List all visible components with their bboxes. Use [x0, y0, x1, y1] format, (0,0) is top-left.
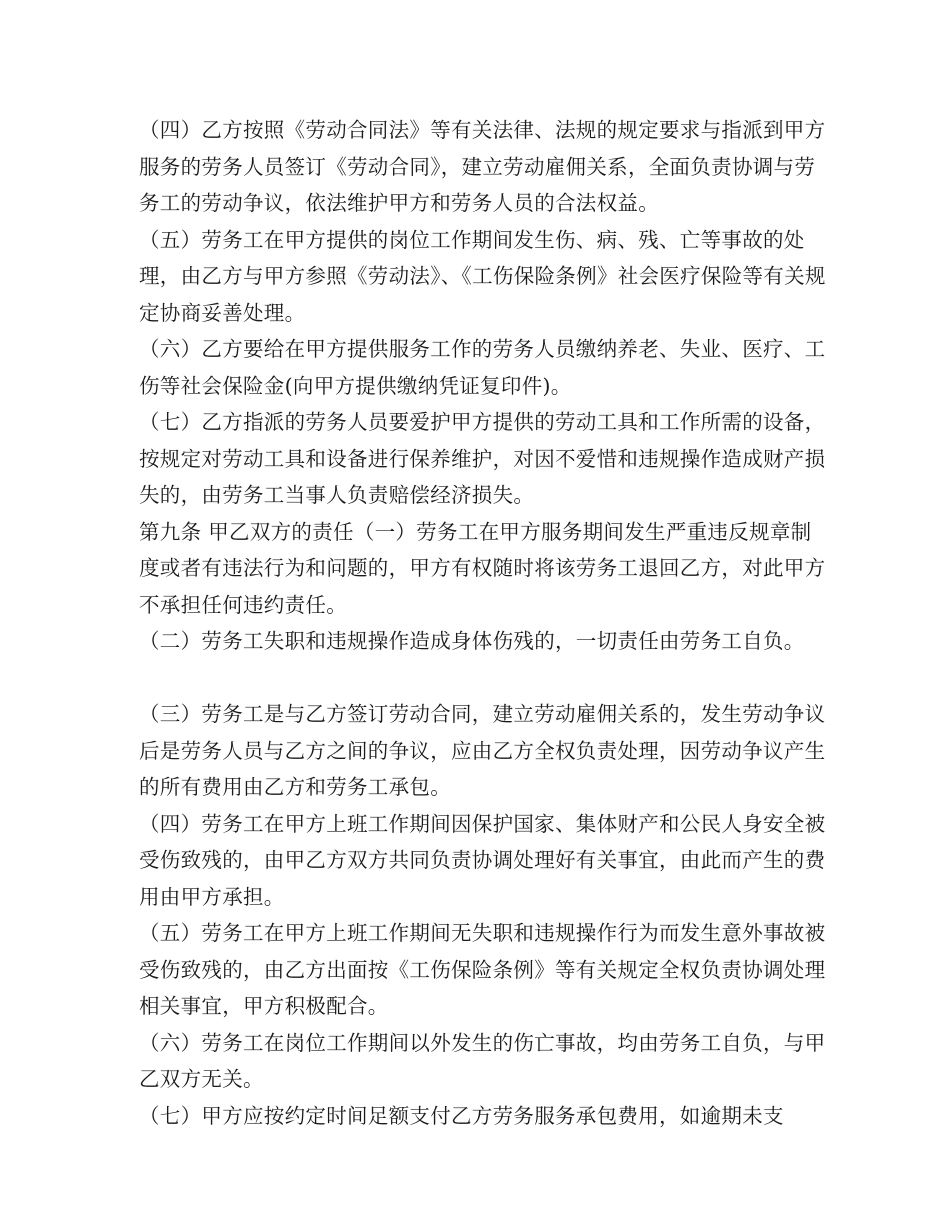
paragraph-article-9-item-2: （二）劳务工失职和违规操作造成身体伤残的，一切责任由劳务工自负。	[139, 629, 805, 653]
document-body	[139, 112, 829, 1134]
paragraph-article-9-item-6: （六）劳务工在岗位工作期间以外发生的伤亡事故，均由劳务工自负，与甲乙双方无关。	[139, 1030, 826, 1091]
paragraph-gap	[139, 660, 829, 697]
paragraph-clause-7: （七）乙方指派的劳务人员要爱护甲方提供的劳动工具和工作所需的设备，按规定对劳动工具和设备进行保养维护，对因不爱惜和违规操作造成财产损失的，由劳务工当事人负责赔偿经济损失。	[139, 410, 826, 507]
paragraph-article-9-item-7: （七）甲方应按约定时间足额支付乙方劳务服务承包费用，如逾期未支	[139, 1103, 784, 1128]
paragraph-article-9-item-5: （五）劳务工在甲方上班工作期间无失职和违规操作行为而发生意外事故被受伤致残的，由乙方出面按《工伤保险条例》等有关规定全权负责协调处理相关事宜，甲方积极配合。	[139, 921, 826, 1018]
paragraph-clause-5: （五）劳务工在甲方提供的岗位工作期间发生伤、病、残、亡等事故的处理，由乙方与甲方参照《劳动法》、《工伤保险条例》社会医疗保险等有关规定协商妥善处理。	[139, 227, 826, 325]
paragraph-clause-6: （六）乙方要给在甲方提供服务工作的劳务人员缴纳养老、失业、医疗、工伤等社会保险金(向甲方提供缴纳凭证复印件)。	[139, 337, 826, 398]
paragraph-clause-4: （四）乙方按照《劳动合同法》等有关法律、法规的规定要求与指派到甲方服务的劳务人员签订《劳动合同》，建立劳动雇佣关系，全面负责协调与劳务工的劳动争议，依法维护甲方和劳务人员的合法权益。	[139, 118, 826, 215]
paragraph-article-9: 第九条 甲乙双方的责任（一）劳务工在甲方服务期间发生严重违反规章制度或者有违法行为和问题的，甲方有权随时将该劳务工退回乙方，对此甲方不承担任何违约责任。	[139, 519, 826, 617]
paragraph-article-9-item-4: （四）劳务工在甲方上班工作期间因保护国家、集体财产和公民人身安全被受伤致残的，由甲乙方双方共同负责协调处理好有关事宜，由此而产生的费用由甲方承担。	[139, 811, 826, 909]
paragraph-article-9-item-3: （三）劳务工是与乙方签订劳动合同，建立劳动雇佣关系的，发生劳动争议后是劳务人员与乙方之间的争议，应由乙方全权负责处理，因劳动争议产生的所有费用由乙方和劳务工承包。	[139, 702, 826, 799]
